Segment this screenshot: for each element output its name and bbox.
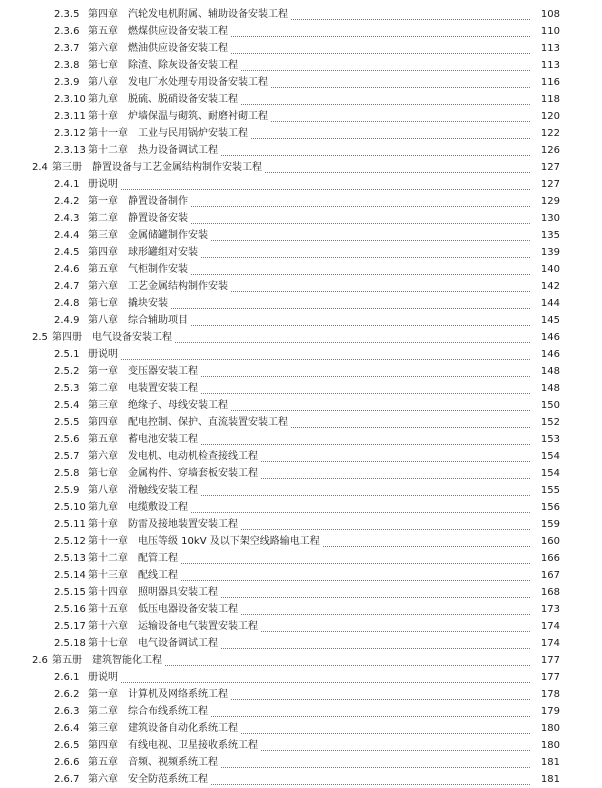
toc-entry[interactable] xyxy=(0,754,602,771)
dot-leader xyxy=(241,601,558,615)
toc-entry-page: 174 xyxy=(530,618,560,635)
toc-entry[interactable] xyxy=(0,686,602,703)
toc-entry-page: 139 xyxy=(530,244,560,261)
toc-entry-number: 2.3.8 xyxy=(54,60,80,71)
toc-entry-title: 第十二章 热力设备调试工程 xyxy=(88,142,220,159)
toc-entry-page: 146 xyxy=(530,329,560,346)
toc-entry-number: 2.5.15 xyxy=(54,587,86,598)
toc-entry[interactable] xyxy=(0,635,602,652)
toc-entry-page: 152 xyxy=(530,414,560,431)
toc-entry[interactable] xyxy=(0,244,602,261)
toc-entry-title: 第一章 变压器安装工程 xyxy=(88,363,200,380)
toc-entry-title: 第二章 静置设备安装 xyxy=(88,210,190,227)
toc-entry-title: 第三章 绝缘子、母线安装工程 xyxy=(88,397,230,414)
toc-entry-number: 2.5.6 xyxy=(54,434,80,445)
toc-entry-title: 第十六章 运输设备电气装置安装工程 xyxy=(88,618,260,635)
toc-entry-number: 2.3.7 xyxy=(54,43,80,54)
toc-entry[interactable] xyxy=(0,703,602,720)
toc-entry[interactable] xyxy=(0,295,602,312)
toc-entry-title: 第五章 蓄电池安装工程 xyxy=(88,431,200,448)
toc-entry-title: 第七章 除渣、除灰设备安装工程 xyxy=(88,57,240,74)
toc-entry-page: 148 xyxy=(530,380,560,397)
toc-entry-title: 第九章 脱硫、脱硝设备安装工程 xyxy=(88,91,240,108)
toc-entry-title: 第九章 电缆敷设工程 xyxy=(88,499,190,516)
toc-entry[interactable] xyxy=(0,23,602,40)
dot-leader xyxy=(221,142,558,156)
toc-entry-title: 第三册 静置设备与工艺金属结构制作安装工程 xyxy=(52,159,264,176)
toc-entry-page: 155 xyxy=(530,482,560,499)
toc-entry[interactable] xyxy=(0,176,602,193)
toc-entry-number: 2.5.12 xyxy=(54,536,86,547)
toc-entry-title: 第五章 燃煤供应设备安装工程 xyxy=(88,23,230,40)
dot-leader xyxy=(261,737,558,751)
toc-entry-number: 2.4.4 xyxy=(54,230,80,241)
toc-entry-number: 2.4.3 xyxy=(54,213,80,224)
toc-entry-number: 2.6.6 xyxy=(54,757,80,768)
toc-entry-number: 2.5.1 xyxy=(54,349,80,360)
dot-leader xyxy=(201,380,558,394)
toc-entry-number: 2.3.9 xyxy=(54,77,80,88)
toc-entry-number: 2.5.2 xyxy=(54,366,80,377)
toc-entry-number: 2.3.10 xyxy=(54,94,86,105)
toc-entry[interactable] xyxy=(0,125,602,142)
toc-entry-page: 116 xyxy=(530,74,560,91)
toc-entry-page: 113 xyxy=(530,57,560,74)
dot-leader xyxy=(201,363,558,377)
dot-leader xyxy=(271,74,558,88)
toc-entry[interactable] xyxy=(0,771,602,788)
toc-entry-title: 第十二章 配管工程 xyxy=(88,550,180,567)
toc-entry-title: 第四章 配电控制、保护、直流装置安装工程 xyxy=(88,414,290,431)
toc-entry[interactable] xyxy=(0,652,602,669)
toc-entry-page: 181 xyxy=(530,754,560,771)
toc-entry-page: 129 xyxy=(530,193,560,210)
dot-leader xyxy=(181,550,558,564)
toc-entry-page: 154 xyxy=(530,448,560,465)
toc-entry[interactable] xyxy=(0,720,602,737)
dot-leader xyxy=(241,57,558,71)
toc-entry-number: 2.3.11 xyxy=(54,111,86,122)
toc-entry-number: 2.6.4 xyxy=(54,723,80,734)
toc-entry[interactable] xyxy=(0,397,602,414)
dot-leader xyxy=(221,635,558,649)
dot-leader xyxy=(201,482,558,496)
toc-entry-number: 2.4.2 xyxy=(54,196,80,207)
toc-entry-page: 127 xyxy=(530,176,560,193)
toc-entry-title: 第五章 音频、视频系统工程 xyxy=(88,754,220,771)
toc-entry-page: 135 xyxy=(530,227,560,244)
dot-leader xyxy=(221,584,558,598)
toc-entry[interactable] xyxy=(0,584,602,601)
dot-leader xyxy=(323,533,558,547)
toc-entry-title: 第八章 发电厂水处理专用设备安装工程 xyxy=(88,74,270,91)
toc-entry[interactable] xyxy=(0,363,602,380)
dot-leader xyxy=(201,244,558,258)
toc-entry-title: 第四册 电气设备安装工程 xyxy=(52,329,174,346)
dot-leader xyxy=(191,499,558,513)
toc-entry-title: 第十五章 低压电器设备安装工程 xyxy=(88,601,240,618)
dot-leader xyxy=(271,108,558,122)
toc-entry-number: 2.5.10 xyxy=(54,502,86,513)
dot-leader xyxy=(231,397,558,411)
toc-entry-number: 2.5.4 xyxy=(54,400,80,411)
toc-entry-page: 174 xyxy=(530,635,560,652)
toc-entry[interactable] xyxy=(0,669,602,686)
toc-entry[interactable] xyxy=(0,6,602,23)
toc-entry-title: 第十七章 电气设备调试工程 xyxy=(88,635,220,652)
toc-entry-title: 第十章 防雷及接地装置安装工程 xyxy=(88,516,240,533)
dot-leader xyxy=(165,652,558,666)
dot-leader xyxy=(251,125,558,139)
toc-entry[interactable] xyxy=(0,91,602,108)
running-header xyxy=(0,0,602,1)
toc-entry[interactable] xyxy=(0,210,602,227)
toc-entry-title: 册说明 xyxy=(88,176,120,193)
dot-leader xyxy=(291,414,558,428)
toc-entry-title: 第六章 工艺金属结构制作安装 xyxy=(88,278,230,295)
toc-entry[interactable] xyxy=(0,193,602,210)
toc-entry-page: 150 xyxy=(530,397,560,414)
toc-entry-number: 2.6.3 xyxy=(54,706,80,717)
dot-leader xyxy=(191,210,558,224)
toc-entry[interactable] xyxy=(0,516,602,533)
toc-entry-page: 177 xyxy=(530,669,560,686)
dot-leader xyxy=(241,720,558,734)
toc-entry-number: 2.6.5 xyxy=(54,740,80,751)
toc-entry[interactable] xyxy=(0,533,602,550)
dot-leader xyxy=(261,448,558,462)
toc-entry-page: 144 xyxy=(530,295,560,312)
toc-entry-page: 122 xyxy=(530,125,560,142)
toc-entry-page: 148 xyxy=(530,363,560,380)
dot-leader xyxy=(261,465,558,479)
toc-entry-page: 110 xyxy=(530,23,560,40)
dot-leader xyxy=(121,346,558,360)
toc-entry[interactable] xyxy=(0,567,602,584)
toc-entry-number: 2.5.13 xyxy=(54,553,86,564)
toc-entry-page: 130 xyxy=(530,210,560,227)
toc-entry[interactable] xyxy=(0,380,602,397)
toc-entry-page: 166 xyxy=(530,550,560,567)
toc-entry-page: 145 xyxy=(530,312,560,329)
toc-entry-title: 第十章 炉墙保温与砌筑、耐磨衬砌工程 xyxy=(88,108,270,125)
toc-entry[interactable] xyxy=(0,108,602,125)
toc-entry-title: 第十三章 配线工程 xyxy=(88,567,180,584)
toc-entry-title: 第六章 发电机、电动机检查接线工程 xyxy=(88,448,260,465)
toc-entry-number: 2.6 xyxy=(32,655,48,666)
dot-leader xyxy=(241,91,558,105)
toc-entry[interactable] xyxy=(0,74,602,91)
dot-leader xyxy=(211,703,558,717)
dot-leader xyxy=(231,40,558,54)
toc-entry[interactable] xyxy=(0,312,602,329)
toc-entry-page: 180 xyxy=(530,737,560,754)
toc-entry[interactable] xyxy=(0,159,602,176)
dot-leader xyxy=(241,516,558,530)
toc-entry-number: 2.5.9 xyxy=(54,485,80,496)
toc-entry-page: 156 xyxy=(530,499,560,516)
dot-leader xyxy=(201,431,558,445)
toc-entry-page: 142 xyxy=(530,278,560,295)
toc-entry-number: 2.3.5 xyxy=(54,9,80,20)
toc-entry-title: 第十一章 电压等级 10kV 及以下架空线路输电工程 xyxy=(88,533,322,550)
dot-leader xyxy=(261,618,558,632)
toc-entry-number: 2.5.11 xyxy=(54,519,86,530)
toc-entry-number: 2.5.18 xyxy=(54,638,86,649)
toc-entry-page: 126 xyxy=(530,142,560,159)
dot-leader xyxy=(231,278,558,292)
dot-leader xyxy=(231,23,558,37)
dot-leader xyxy=(121,669,558,683)
toc-entry-title: 第七章 撬块安装 xyxy=(88,295,170,312)
toc-entry-page: 178 xyxy=(530,686,560,703)
toc-entry-title: 第八章 滑触线安装工程 xyxy=(88,482,200,499)
toc-entry[interactable] xyxy=(0,278,602,295)
table-of-contents xyxy=(0,6,602,788)
toc-entry-title: 第一章 静置设备制作 xyxy=(88,193,190,210)
dot-leader xyxy=(221,754,558,768)
dot-leader xyxy=(231,686,558,700)
toc-entry-number: 2.4.7 xyxy=(54,281,80,292)
toc-entry-page: 160 xyxy=(530,533,560,550)
toc-entry-number: 2.5.3 xyxy=(54,383,80,394)
toc-entry[interactable] xyxy=(0,414,602,431)
toc-entry-title: 第四章 球形罐组对安装 xyxy=(88,244,200,261)
toc-entry[interactable] xyxy=(0,465,602,482)
toc-entry-page: 118 xyxy=(530,91,560,108)
toc-entry[interactable] xyxy=(0,142,602,159)
toc-entry-number: 2.5.8 xyxy=(54,468,80,479)
toc-entry-number: 2.3.13 xyxy=(54,145,86,156)
toc-entry-number: 2.5.14 xyxy=(54,570,86,581)
toc-entry[interactable] xyxy=(0,57,602,74)
toc-entry-number: 2.4.1 xyxy=(54,179,80,190)
dot-leader xyxy=(211,227,558,241)
toc-entry-page: 120 xyxy=(530,108,560,125)
toc-entry-number: 2.4.8 xyxy=(54,298,80,309)
toc-entry-title: 册说明 xyxy=(88,346,120,363)
dot-leader xyxy=(291,6,558,20)
toc-entry[interactable] xyxy=(0,431,602,448)
toc-entry-page: 177 xyxy=(530,652,560,669)
dot-leader xyxy=(121,176,558,190)
dot-leader xyxy=(181,567,558,581)
toc-entry-number: 2.4.9 xyxy=(54,315,80,326)
toc-entry-number: 2.3.12 xyxy=(54,128,86,139)
toc-entry-title: 第十四章 照明器具安装工程 xyxy=(88,584,220,601)
toc-entry-page: 167 xyxy=(530,567,560,584)
toc-entry[interactable] xyxy=(0,499,602,516)
toc-entry[interactable] xyxy=(0,618,602,635)
toc-entry-page: 113 xyxy=(530,40,560,57)
toc-entry[interactable] xyxy=(0,482,602,499)
toc-entry[interactable] xyxy=(0,448,602,465)
toc-entry[interactable] xyxy=(0,40,602,57)
dot-leader xyxy=(175,329,558,343)
toc-entry-number: 2.4.5 xyxy=(54,247,80,258)
toc-entry-number: 2.5 xyxy=(32,332,48,343)
toc-entry-page: 159 xyxy=(530,516,560,533)
toc-entry[interactable] xyxy=(0,601,602,618)
toc-entry-page: 181 xyxy=(530,771,560,788)
toc-entry-number: 2.6.2 xyxy=(54,689,80,700)
toc-entry[interactable] xyxy=(0,550,602,567)
dot-leader xyxy=(171,295,558,309)
toc-entry-number: 2.5.5 xyxy=(54,417,80,428)
toc-entry-page: 173 xyxy=(530,601,560,618)
toc-entry-number: 2.4 xyxy=(32,162,48,173)
toc-entry-page: 180 xyxy=(530,720,560,737)
toc-entry-title: 第五册 建筑智能化工程 xyxy=(52,652,164,669)
toc-entry[interactable] xyxy=(0,227,602,244)
toc-entry-title: 第五章 气柜制作安装 xyxy=(88,261,190,278)
toc-entry-number: 2.5.17 xyxy=(54,621,86,632)
dot-leader xyxy=(211,771,558,785)
toc-entry[interactable] xyxy=(0,329,602,346)
toc-entry-title: 第一章 计算机及网络系统工程 xyxy=(88,686,230,703)
toc-entry-title: 第二章 电装置安装工程 xyxy=(88,380,200,397)
toc-entry-title: 第四章 有线电视、卫星接收系统工程 xyxy=(88,737,260,754)
toc-entry-title: 册说明 xyxy=(88,669,120,686)
toc-entry[interactable] xyxy=(0,346,602,363)
toc-entry[interactable] xyxy=(0,261,602,278)
toc-entry-title: 第六章 燃油供应设备安装工程 xyxy=(88,40,230,57)
toc-entry-page: 127 xyxy=(530,159,560,176)
toc-entry-number: 2.6.7 xyxy=(54,774,80,785)
toc-entry-number: 2.6.1 xyxy=(54,672,80,683)
dot-leader xyxy=(265,159,558,173)
toc-entry-page: 154 xyxy=(530,465,560,482)
toc-entry-page: 146 xyxy=(530,346,560,363)
dot-leader xyxy=(191,193,558,207)
toc-entry-page: 179 xyxy=(530,703,560,720)
toc-entry-title: 第三章 建筑设备自动化系统工程 xyxy=(88,720,240,737)
toc-entry-title: 第二章 综合布线系统工程 xyxy=(88,703,210,720)
dot-leader xyxy=(191,261,558,275)
toc-entry-number: 2.3.6 xyxy=(54,26,80,37)
toc-entry-title: 第三章 金属储罐制作安装 xyxy=(88,227,210,244)
dot-leader xyxy=(191,312,558,326)
toc-entry-title: 第四章 汽轮发电机附属、辅助设备安装工程 xyxy=(88,6,290,23)
toc-entry-number: 2.5.7 xyxy=(54,451,80,462)
toc-entry-page: 168 xyxy=(530,584,560,601)
toc-entry-title: 第八章 综合辅助项目 xyxy=(88,312,190,329)
toc-entry-page: 108 xyxy=(530,6,560,23)
toc-entry[interactable] xyxy=(0,737,602,754)
toc-entry-page: 153 xyxy=(530,431,560,448)
toc-entry-title: 第七章 金属构件、穿墙套板安装工程 xyxy=(88,465,260,482)
toc-entry-page: 140 xyxy=(530,261,560,278)
toc-entry-number: 2.5.16 xyxy=(54,604,86,615)
toc-entry-number: 2.4.6 xyxy=(54,264,80,275)
toc-entry-title: 第六章 安全防范系统工程 xyxy=(88,771,210,788)
toc-entry-title: 第十一章 工业与民用锅炉安装工程 xyxy=(88,125,250,142)
